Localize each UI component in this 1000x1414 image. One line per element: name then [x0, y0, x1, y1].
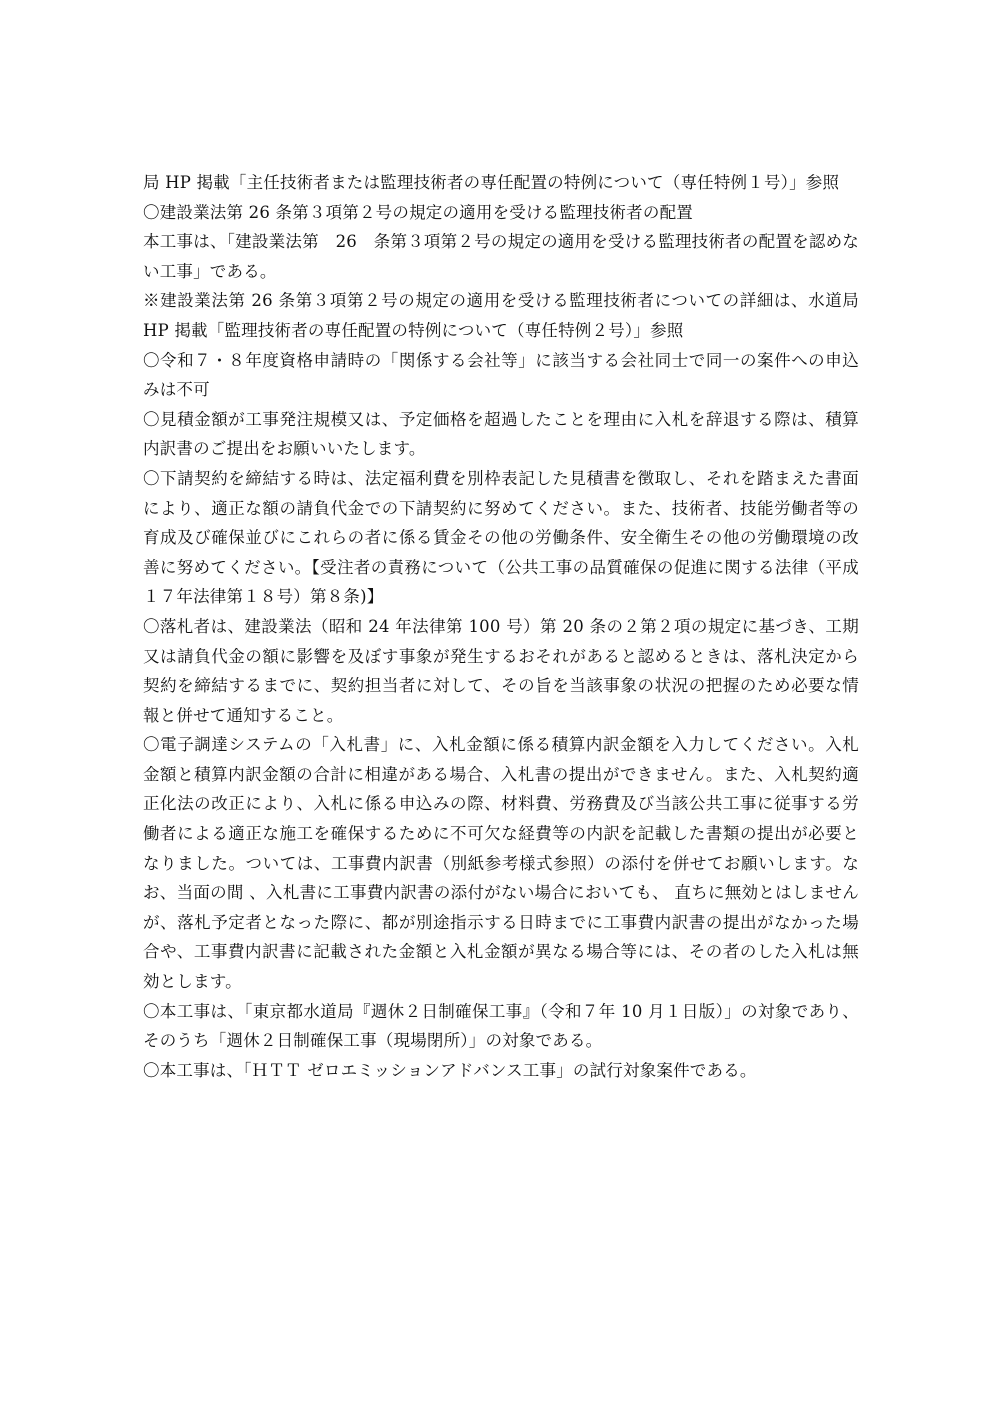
paragraph-not-permitted-notice: 本工事は、「建設業法第 26 条第３項第２号の規定の適用を受ける監理技術者の配置を認めない工事」である。: [143, 232, 859, 281]
paragraph-supervising-engineer-heading: 〇建設業法第 26 条第３項第２号の規定の適用を受ける監理技術者の配置: [143, 202, 693, 222]
document-body: [143, 168, 859, 1085]
paragraph-related-companies-restriction: 〇令和７・８年度資格申請時の「関係する会社等」に該当する会社同士で同一の案件への申込みは不可: [143, 350, 859, 400]
paragraph-two-day-weekend: 〇本工事は、「東京都水道局『週休２日制確保工事』（令和７年 10 月１日版）」の対象であり、そのうち「週休２日制確保工事（現場閉所）」の対象である。: [143, 1001, 859, 1051]
paragraph-subcontract-welfare: 〇下請契約を締結する時は、法定福利費を別枠表記した見積書を徴取し、それを踏まえた書面により、適正な額の請負代金での下請契約に努めてください。また、技術者、技能労働者等の育成及び確保並びにこれらの者に係る賃金その他の労働条件、安全衛生その他の労働環境の改善に努めてください。【受注者の責務について（公共工事の品質確保の促進に関する法律（平成１７年法律第１８号）第８条)】: [143, 468, 859, 607]
paragraph-electronic-bid-breakdown: 〇電子調達システムの「入札書」に、入札金額に係る積算内訳金額を入力してください。入札金額と積算内訳金額の合計に相違がある場合、入札書の提出ができません。また、入札契約適正化法の改正により、入札に係る申込みの際、材料費、労務費及び当該公共工事に従事する労働者による適正な施工を確保するために不可欠な経費等の内訳を記載した書類の提出が必要となりました。ついては、工事費内訳書（別紙参考様式参照）の添付を併せてお願いします。なお、当面の間 、入札書に工事費内訳書の添付がない場合においても、 直ちに無効とはしませんが、落札予定者となった際に、都が別途指示する日時までに工事費内訳書の提出がなかった場合や、工事費内訳書に記載された金額と入札金額が異なる場合等には、その者のした入札は無効とします。: [143, 735, 859, 992]
paragraph-winning-bidder-notification: 〇落札者は、建設業法（昭和 24 年法律第 100 号）第 20 条の２第２項の規定に基づき、工期又は請負代金の額に影響を及ぼす事象が発生するおそれがあると認めるときは、落札決定から契約を締結するまでに、契約担当者に対して、その旨を当該事象の状況の把握のため必要な情報と併せて通知すること。: [143, 616, 859, 725]
paragraph-special-assignment-2-reference: ※建設業法第 26 条第３項第２号の規定の適用を受ける監理技術者についての詳細は、水道局 HP 掲載「監理技術者の専任配置の特例について（専任特例２号）」参照: [143, 291, 859, 340]
paragraph-special-assignment-1-reference: 局 HP 掲載「主任技術者または監理技術者の専任配置の特例について（専任特例１号）」参照: [143, 173, 840, 192]
paragraph-estimate-withdrawal: 〇見積金額が工事発注規模又は、予定価格を超過したことを理由に入札を辞退する際は、積算内訳書のご提出をお願いいたします。: [143, 409, 859, 459]
paragraph-zero-emission-advance: 〇本工事は、「ＨＴＴ ゼロエミッションアドバンス工事」の試行対象案件である。: [143, 1060, 757, 1080]
